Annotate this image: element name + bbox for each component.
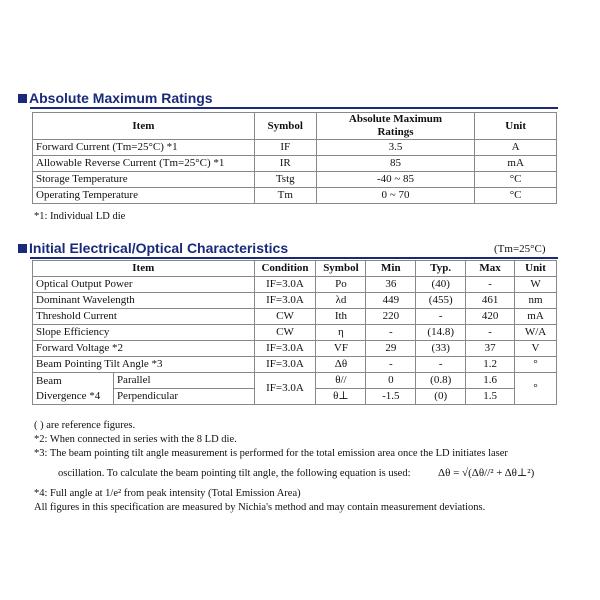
ieo-min: 220 [366, 309, 416, 325]
ieo-condition-cell: IF=3.0A [254, 341, 316, 357]
ieo-table [32, 260, 557, 405]
ieo-unit: V [515, 341, 557, 357]
ieo-row [33, 357, 557, 373]
amr-symbol: Tm [254, 188, 316, 204]
ieo-typ: (0) [416, 389, 466, 405]
amr-row [33, 156, 557, 172]
ieo-max: - [466, 277, 515, 293]
ieo-max: - [466, 325, 515, 341]
ieo-header-min: Min [366, 261, 416, 277]
ieo-min: 36 [366, 277, 416, 293]
ieo-symbol: θ⊥ [316, 389, 366, 405]
ieo-symbol: θ// [316, 373, 366, 389]
ieo-min: -1.5 [366, 389, 416, 405]
amr-unit: A [475, 140, 557, 156]
amr-value: 85 [316, 156, 475, 172]
ieo-condition-cell: CW [254, 325, 316, 341]
note-3-line1: *3: The beam pointing tilt angle measurement is performed for the total emission area once the LD initiates laser [34, 448, 508, 459]
amr-row [33, 172, 557, 188]
ieo-symbol: λd [316, 293, 366, 309]
ieo-typ: (455) [416, 293, 466, 309]
ieo-unit: ° [515, 357, 557, 373]
amr-header-rating: Absolute Maximum Ratings [316, 113, 475, 140]
amr-table [32, 112, 557, 204]
ieo-min: 449 [366, 293, 416, 309]
ieo-typ: - [416, 357, 466, 373]
note-reference: ( ) are reference figures. [34, 420, 136, 431]
ieo-max: 1.2 [466, 357, 515, 373]
ieo-max: 420 [466, 309, 515, 325]
ieo-max: 461 [466, 293, 515, 309]
note-3-line2: oscillation. To calculate the beam pointing tilt angle, the following equation is used: [58, 468, 411, 479]
note-2: *2: When connected in series with the 8 LD die. [34, 434, 237, 445]
ieo-row [33, 277, 557, 293]
amr-unit: °C [475, 188, 557, 204]
amr-item: Allowable Reverse Current (Tm=25°C) *1 [33, 156, 255, 172]
ieo-min: - [366, 325, 416, 341]
ieo-row [33, 341, 557, 357]
amr-unit: °C [475, 172, 557, 188]
ieo-row [33, 293, 557, 309]
ieo-symbol: VF [316, 341, 366, 357]
ieo-max: 1.6 [466, 373, 515, 389]
ieo-max: 1.5 [466, 389, 515, 405]
amr-header-row [33, 113, 557, 140]
ieo-symbol: η [316, 325, 366, 341]
ieo-header-condition: Condition [254, 261, 316, 277]
amr-row [33, 188, 557, 204]
ieo-item: Slope Efficiency [33, 325, 255, 341]
note-4: *4: Full angle at 1/e² from peak intensity (Total Emission Area) [34, 488, 301, 499]
ieo-typ: (0.8) [416, 373, 466, 389]
ieo-unit: W/A [515, 325, 557, 341]
ieo-item: Forward Voltage *2 [33, 341, 255, 357]
ieo-condition-cell: IF=3.0A [254, 293, 316, 309]
ieo-unit: nm [515, 293, 557, 309]
amr-symbol: IR [254, 156, 316, 172]
amr-value: 3.5 [316, 140, 475, 156]
amr-header-symbol: Symbol [254, 113, 316, 140]
ieo-symbol: Po [316, 277, 366, 293]
amr-footnote: *1: Individual LD die [34, 211, 126, 222]
ieo-min: 0 [366, 373, 416, 389]
ieo-typ: - [416, 309, 466, 325]
amr-header-item: Item [33, 113, 255, 140]
note-measurement: All figures in this specification are measured by Nichia's method and may contain measurement deviations. [34, 502, 486, 513]
amr-section-title: Absolute Maximum Ratings [18, 90, 213, 106]
ieo-symbol: Δθ [316, 357, 366, 373]
amr-unit: mA [475, 156, 557, 172]
amr-symbol: IF [254, 140, 316, 156]
ieo-item: Optical Output Power [33, 277, 255, 293]
ieo-max: 37 [466, 341, 515, 357]
ieo-row [33, 325, 557, 341]
ieo-row [33, 309, 557, 325]
square-bullet-icon [18, 244, 27, 253]
ieo-header-max: Max [466, 261, 515, 277]
amr-item: Operating Temperature [33, 188, 255, 204]
square-bullet-icon [18, 94, 27, 103]
ieo-section-title: Initial Electrical/Optical Characteristics [18, 240, 288, 256]
ieo-condition: (Tm=25°C) [494, 243, 546, 255]
ieo-unit: W [515, 277, 557, 293]
ieo-divergence-condition: IF=3.0A [254, 373, 316, 405]
ieo-header-typ: Typ. [416, 261, 466, 277]
ieo-item: Threshold Current [33, 309, 255, 325]
ieo-unit: mA [515, 309, 557, 325]
ieo-condition-cell: IF=3.0A [254, 357, 316, 373]
ieo-header-item: Item [33, 261, 255, 277]
amr-header-unit: Unit [475, 113, 557, 140]
ieo-title-rule [30, 257, 558, 259]
tilt-angle-equation: Δθ = √(Δθ//² + Δθ⊥²) [438, 467, 535, 479]
ieo-divergence-row [33, 373, 557, 389]
ieo-header-symbol: Symbol [316, 261, 366, 277]
ieo-divergence-item: Beam Divergence *4 [33, 373, 114, 405]
ieo-typ: (40) [416, 277, 466, 293]
amr-value: 0 ~ 70 [316, 188, 475, 204]
ieo-header-unit: Unit [515, 261, 557, 277]
amr-item: Forward Current (Tm=25°C) *1 [33, 140, 255, 156]
ieo-condition-cell: CW [254, 309, 316, 325]
ieo-typ: (33) [416, 341, 466, 357]
ieo-header-row [33, 261, 557, 277]
ieo-min: - [366, 357, 416, 373]
ieo-item: Dominant Wavelength [33, 293, 255, 309]
ieo-symbol: Ith [316, 309, 366, 325]
amr-row [33, 140, 557, 156]
ieo-divergence-sub: Perpendicular [113, 389, 254, 405]
ieo-condition-cell: IF=3.0A [254, 277, 316, 293]
ieo-typ: (14.8) [416, 325, 466, 341]
ieo-min: 29 [366, 341, 416, 357]
amr-item: Storage Temperature [33, 172, 255, 188]
ieo-divergence-sub: Parallel [113, 373, 254, 389]
amr-title-rule [30, 107, 558, 109]
amr-value: -40 ~ 85 [316, 172, 475, 188]
ieo-item: Beam Pointing Tilt Angle *3 [33, 357, 255, 373]
ieo-divergence-unit: ° [515, 373, 557, 405]
amr-symbol: Tstg [254, 172, 316, 188]
